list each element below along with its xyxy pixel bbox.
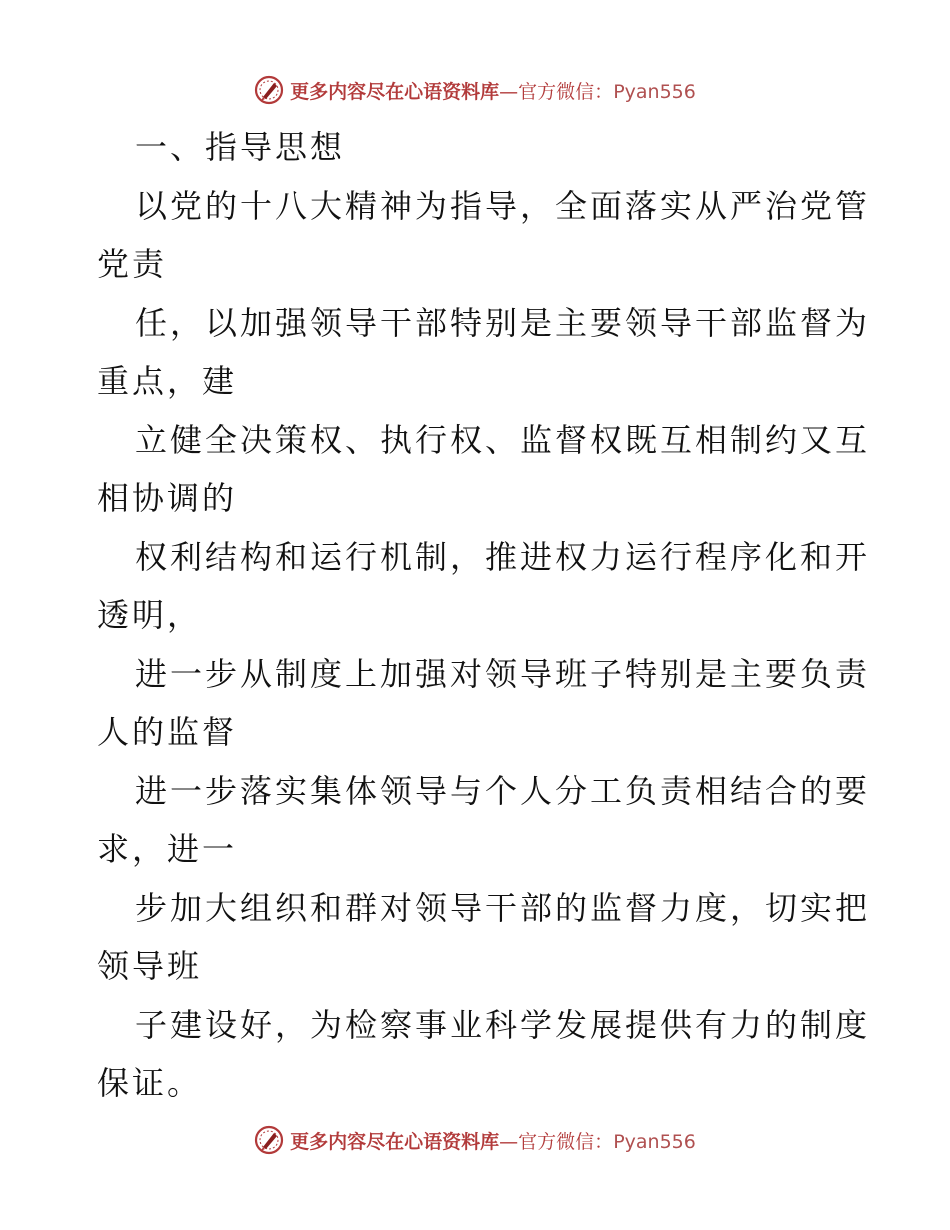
footer-banner <box>0 1120 950 1160</box>
banner-site-text: 更多内容尽在心语资料库 <box>290 80 500 103</box>
banner-site-text: 更多内容尽在心语资料库 <box>290 1130 500 1153</box>
paragraph-line: 党责 <box>97 245 168 283</box>
banner-wechat-id: Pyan556 <box>613 80 696 103</box>
banner-wechat-id: Pyan556 <box>613 1130 696 1153</box>
paragraph-line: 进一步落实集体领导与个人分工负责相结合的要 <box>135 771 871 810</box>
pen-logo-icon <box>254 1125 284 1155</box>
banner-dash: — <box>499 1130 519 1153</box>
paragraph-line: 立健全决策权、执行权、监督权既互相制约又互 <box>135 420 871 459</box>
paragraph-line: 权利结构和运行机制，推进权力运行程序化和开 <box>135 537 871 576</box>
banner-wechat-label: 官方微信： <box>518 1130 614 1153</box>
paragraph-line: 步加大组织和群对领导干部的监督力度，切实把 <box>135 888 871 927</box>
banner-text <box>290 77 696 104</box>
document-body <box>97 118 871 1113</box>
section-heading: 一、指导思想 <box>135 128 346 166</box>
header-banner <box>0 70 950 110</box>
pen-logo-icon <box>254 75 284 105</box>
banner-wechat-label: 官方微信： <box>518 80 614 103</box>
paragraph-line: 保证。 <box>97 1064 203 1102</box>
paragraph-line: 进一步从制度上加强对领导班子特别是主要负责 <box>135 654 871 693</box>
paragraph-line: 求，进一 <box>97 830 238 868</box>
banner-dash: — <box>499 80 519 103</box>
paragraph-line: 子建设好，为检察事业科学发展提供有力的制度 <box>135 1005 871 1044</box>
paragraph-line: 领导班 <box>97 947 203 985</box>
paragraph-line: 以党的十八大精神为指导，全面落实从严治党管 <box>135 186 871 225</box>
paragraph-line: 重点，建 <box>97 362 238 400</box>
paragraph-line: 相协调的 <box>97 479 238 517</box>
banner-text <box>290 1127 696 1154</box>
paragraph-line: 任，以加强领导干部特别是主要领导干部监督为 <box>135 303 871 342</box>
paragraph-line: 人的监督 <box>97 713 238 751</box>
paragraph-line: 透明， <box>97 596 203 634</box>
